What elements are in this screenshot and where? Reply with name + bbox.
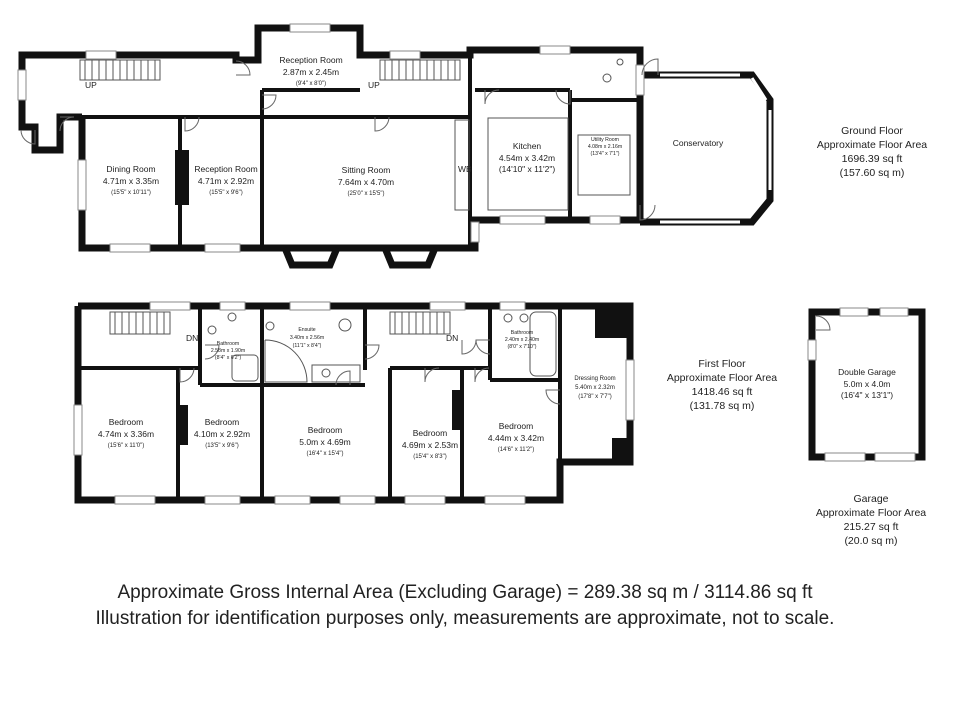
svg-text:Approximate Floor Area: Approximate Floor Area (815, 507, 927, 519)
window-icon (18, 70, 26, 100)
svg-text:Approximate Floor Area: Approximate Floor Area (666, 372, 778, 384)
svg-text:Dining Room: Dining Room (106, 164, 156, 174)
room-reception (194, 164, 257, 196)
svg-text:5.0m x 4.0m: 5.0m x 4.0m (843, 379, 891, 389)
svg-text:7.64m x 4.70m: 7.64m x 4.70m (337, 177, 395, 187)
door-icon (556, 90, 570, 104)
svg-text:4.44m x 3.42m: 4.44m x 3.42m (487, 433, 545, 443)
stairs-icon (380, 60, 460, 80)
svg-text:4.71m x 2.92m: 4.71m x 2.92m (197, 176, 255, 186)
svg-text:Bedroom: Bedroom (498, 421, 534, 431)
stairs-down-label: DN (186, 333, 199, 343)
garage-door-icon (825, 453, 865, 461)
svg-text:Bathroom: Bathroom (216, 341, 240, 347)
room-dining (103, 164, 159, 196)
svg-text:Bedroom: Bedroom (307, 425, 343, 435)
svg-text:215.27 sq ft: 215.27 sq ft (843, 521, 899, 533)
stairs-down-label: DN (446, 333, 459, 343)
disclaimer-footer: Illustration for identification purposes only, measurements are approximate, not to scale. (95, 608, 835, 629)
svg-text:(15'4" x 8'3"): (15'4" x 8'3") (413, 454, 447, 460)
svg-text:Conservatory: Conservatory (672, 138, 724, 148)
first-floor-plan (74, 302, 777, 504)
window-icon (205, 496, 240, 504)
room-conservatory (673, 138, 724, 148)
svg-text:Reception Room: Reception Room (194, 164, 258, 174)
garage-plan (808, 308, 926, 547)
svg-text:Approximate Floor Area: Approximate Floor Area (816, 139, 928, 151)
svg-text:1696.39 sq ft: 1696.39 sq ft (841, 153, 903, 165)
svg-text:(9'4" x 8'0"): (9'4" x 8'0") (295, 81, 327, 87)
window-icon (590, 216, 620, 224)
svg-text:(15'5" x 10'11"): (15'5" x 10'11") (111, 190, 151, 196)
first-floor-area (667, 358, 777, 412)
svg-text:Reception Room: Reception Room (279, 55, 343, 65)
first-floor-outer-wall (78, 306, 630, 500)
room-bedroom-2 (194, 417, 250, 449)
svg-text:2.87m x 2.45m: 2.87m x 2.45m (282, 67, 340, 77)
window-icon (500, 216, 545, 224)
toilet-icon (603, 74, 611, 82)
svg-text:(13'5" x 9'6"): (13'5" x 9'6") (205, 443, 239, 449)
window-icon (275, 496, 310, 504)
window-icon (808, 340, 816, 360)
svg-text:2.58m x 1.90m: 2.58m x 1.90m (210, 348, 246, 354)
room-ensuite (290, 327, 324, 349)
svg-text:(14'10" x 11'2"): (14'10" x 11'2") (498, 164, 556, 174)
window-icon (290, 302, 330, 310)
svg-text:(16'4" x 15'4"): (16'4" x 15'4") (306, 451, 344, 457)
svg-text:Sitting Room: Sitting Room (341, 165, 391, 175)
window-icon (405, 496, 445, 504)
sink-icon (208, 326, 216, 334)
window-icon (74, 405, 82, 455)
basin-icon (322, 369, 330, 377)
toilet-icon (228, 313, 236, 321)
stairs-icon (80, 60, 160, 80)
room-reception-top (279, 55, 342, 87)
window-icon (540, 46, 570, 54)
window-icon (340, 496, 375, 504)
svg-text:4.71m x 3.35m: 4.71m x 3.35m (102, 176, 160, 186)
door-icon (546, 390, 560, 404)
svg-text:5.40m x 2.32m: 5.40m x 2.32m (575, 385, 615, 391)
gross-area-footer: Approximate Gross Internal Area (Excluding Garage) = 289.38 sq m / 3114.86 sq ft (117, 582, 813, 603)
svg-text:4.54m x 3.42m: 4.54m x 3.42m (498, 153, 556, 163)
door-icon (185, 117, 199, 131)
svg-text:Ensuite: Ensuite (298, 327, 316, 333)
chimney-breast-icon (452, 390, 460, 430)
window-icon (626, 360, 634, 420)
toilet-icon (266, 322, 274, 330)
garage-door-icon (875, 453, 915, 461)
room-bedroom-1 (98, 417, 154, 449)
svg-text:(11'1" x 8'4"): (11'1" x 8'4") (292, 343, 322, 349)
window-icon (205, 244, 240, 252)
window-icon (86, 51, 116, 59)
svg-text:5.0m x 4.69m: 5.0m x 4.69m (299, 437, 351, 447)
svg-text:Bathroom: Bathroom (510, 330, 534, 336)
room-utility (588, 137, 622, 157)
door-icon (425, 368, 439, 382)
room-bedroom-3 (299, 425, 351, 457)
room-sitting (338, 165, 394, 197)
door-icon (365, 345, 379, 359)
svg-text:(13'4" x 7'1"): (13'4" x 7'1") (590, 151, 620, 157)
svg-text:Double Garage: Double Garage (838, 367, 896, 377)
conservatory-wall (640, 75, 770, 222)
window-icon (471, 222, 479, 242)
svg-text:1418.46 sq ft: 1418.46 sq ft (691, 386, 753, 398)
room-bedroom-5 (488, 421, 544, 453)
window-icon (880, 308, 908, 316)
chimney-breast-icon (595, 308, 628, 338)
room-bathroom-1 (211, 341, 245, 361)
svg-text:Bedroom: Bedroom (412, 428, 448, 438)
ground-floor-area (817, 125, 927, 179)
svg-text:Bedroom: Bedroom (204, 417, 240, 427)
stairs-icon (110, 312, 170, 334)
door-icon (462, 340, 476, 354)
chimney-breast-icon (612, 438, 628, 460)
svg-text:Utility Room: Utility Room (591, 137, 619, 143)
door-icon (180, 368, 194, 382)
window-icon (110, 244, 150, 252)
window-icon (150, 302, 190, 310)
chimney-breast-icon (180, 405, 188, 445)
sink-icon (617, 59, 623, 65)
svg-text:Kitchen: Kitchen (512, 141, 542, 151)
wood-burner-label: WB (458, 164, 472, 174)
ground-floor-plan (18, 24, 927, 265)
sink-icon (520, 314, 528, 322)
svg-text:(15'6" x 11'0"): (15'6" x 11'0") (107, 443, 145, 449)
door-icon (262, 95, 276, 109)
window-icon (390, 51, 420, 59)
room-bathroom-2 (505, 330, 539, 350)
svg-text:First Floor: First Floor (698, 358, 746, 370)
svg-text:2.40m x 2.40m: 2.40m x 2.40m (504, 337, 540, 343)
door-icon (375, 117, 389, 131)
window-icon (430, 302, 465, 310)
window-icon (78, 160, 86, 210)
svg-text:3.40m x 2.56m: 3.40m x 2.56m (289, 335, 325, 341)
stairs-up-label: UP (368, 80, 380, 90)
svg-text:4.08m x 2.16m: 4.08m x 2.16m (587, 144, 623, 150)
svg-text:(16'4" x 13'1"): (16'4" x 13'1") (840, 390, 894, 400)
svg-text:(8'4" x 6'2"): (8'4" x 6'2") (214, 355, 242, 361)
svg-text:(17'8" x 7'7"): (17'8" x 7'7") (578, 394, 612, 400)
room-dressing (574, 376, 615, 400)
svg-text:(131.78 sq m): (131.78 sq m) (689, 400, 755, 412)
garage-area (816, 493, 926, 547)
svg-text:Garage: Garage (853, 493, 889, 505)
svg-text:(25'0" x 15'5"): (25'0" x 15'5") (347, 191, 385, 197)
shower-tray-icon (339, 319, 351, 331)
window-icon (500, 302, 525, 310)
window-icon (290, 24, 330, 32)
svg-text:Ground Floor: Ground Floor (841, 125, 903, 137)
svg-text:4.74m x 3.36m: 4.74m x 3.36m (97, 429, 155, 439)
svg-text:(15'5" x 9'6"): (15'5" x 9'6") (209, 190, 243, 196)
svg-text:4.69m x 2.53m: 4.69m x 2.53m (401, 440, 459, 450)
room-bedroom-4 (402, 428, 458, 460)
svg-text:(8'0" x 7'10"): (8'0" x 7'10") (507, 344, 537, 350)
window-icon (220, 302, 245, 310)
svg-text:Dressing Room: Dressing Room (574, 376, 616, 382)
svg-text:(157.60 sq m): (157.60 sq m) (839, 167, 905, 179)
door-icon (485, 90, 499, 104)
door-icon (476, 340, 490, 354)
window-icon (840, 308, 868, 316)
door-icon (475, 368, 489, 382)
window-icon (485, 496, 525, 504)
room-double-garage (838, 367, 896, 400)
window-icon (115, 496, 155, 504)
vanity-unit-icon (312, 365, 360, 382)
toilet-icon (504, 314, 512, 322)
svg-text:Bedroom: Bedroom (108, 417, 144, 427)
room-kitchen (499, 141, 556, 174)
door-icon (336, 371, 350, 385)
stairs-icon (390, 312, 450, 334)
svg-text:(20.0 sq m): (20.0 sq m) (844, 535, 898, 547)
svg-text:(14'6" x 11'2"): (14'6" x 11'2") (497, 447, 535, 453)
stairs-up-label: UP (85, 80, 97, 90)
door-icon (816, 316, 830, 330)
svg-text:4.10m x 2.92m: 4.10m x 2.92m (193, 429, 251, 439)
